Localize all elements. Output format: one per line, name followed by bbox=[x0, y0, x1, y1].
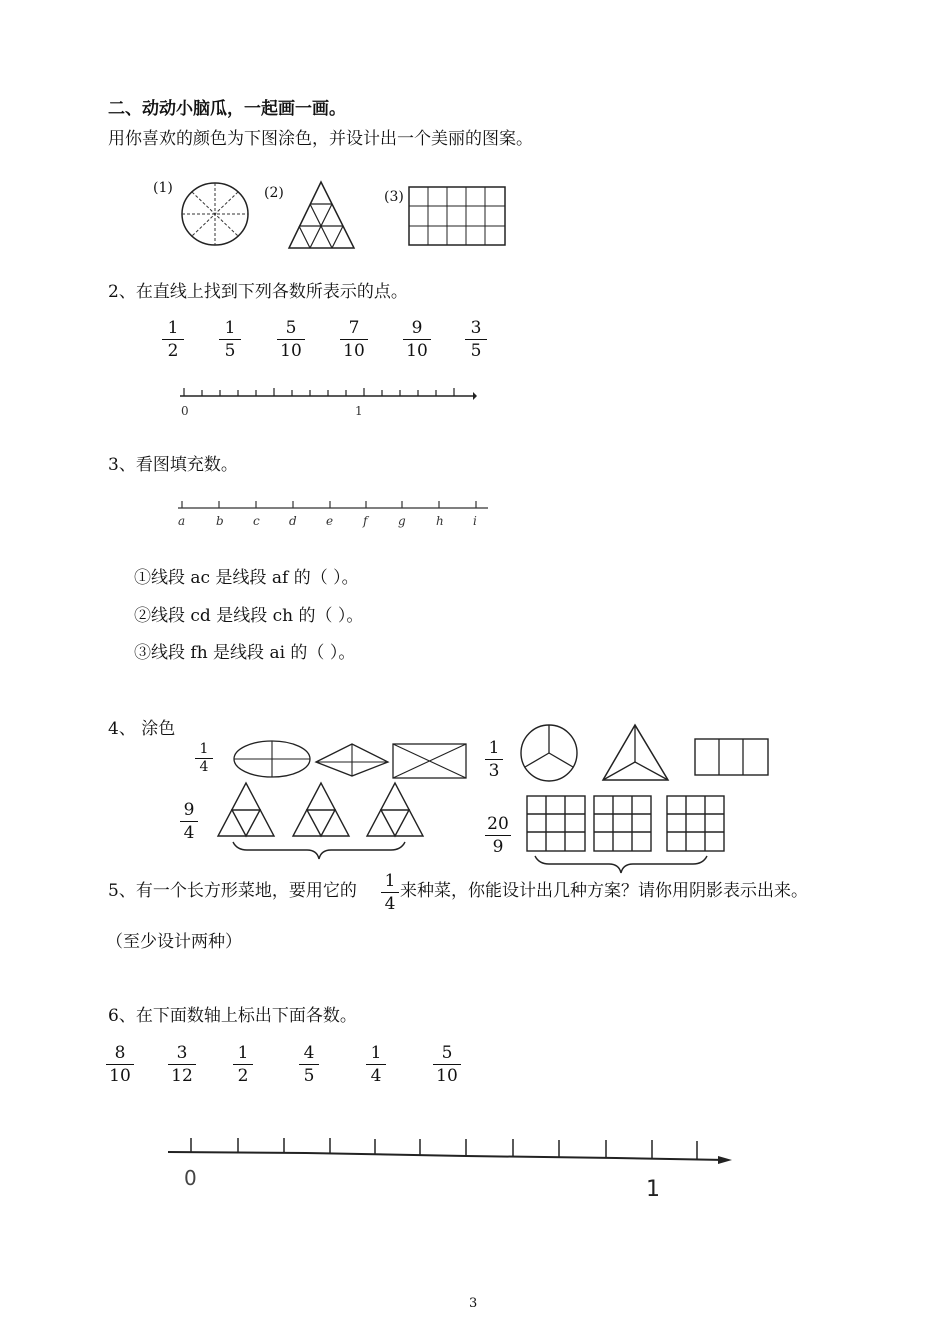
q3-point-label: g bbox=[398, 514, 406, 528]
q6-fraction: 8 10 bbox=[106, 1043, 134, 1086]
q3-point-label: f bbox=[363, 514, 368, 528]
q6-text: 6、在下面数轴上标出下面各数。 bbox=[108, 1006, 357, 1026]
q4-fraction: 20 9 bbox=[485, 814, 511, 857]
q2-text: 2、在直线上找到下列各数所表示的点。 bbox=[108, 282, 408, 302]
figure-label-1: (1) bbox=[153, 180, 173, 196]
q3-item: ①线段 ac 是线段 af 的（ ）。 bbox=[134, 568, 359, 588]
q2-number-line bbox=[178, 382, 478, 404]
q6-fraction: 5 10 bbox=[433, 1043, 461, 1086]
q3-point-label: c bbox=[253, 514, 260, 528]
circle-eighths-figure bbox=[178, 178, 258, 248]
q3-point-label: e bbox=[326, 514, 334, 528]
q2-fraction: 1 2 bbox=[162, 318, 184, 361]
q5-fraction: 1 4 bbox=[381, 871, 399, 914]
q2-fraction: 9 10 bbox=[403, 318, 431, 361]
q4-shapes-row1-right bbox=[518, 722, 778, 784]
q2-axis-label-zero: 0 bbox=[181, 404, 189, 418]
q6-fraction: 4 5 bbox=[299, 1043, 319, 1086]
q3-point-label: a bbox=[178, 514, 186, 528]
q3-point-label: d bbox=[289, 514, 297, 528]
q2-fraction: 7 10 bbox=[340, 318, 368, 361]
q5-text-after: 来种菜，你能设计出几种方案？请你用阴影表示出来。 bbox=[400, 881, 808, 901]
page-number: 3 bbox=[469, 1296, 478, 1311]
q2-axis-label-one: 1 bbox=[355, 404, 363, 418]
q4-shapes-row1-left bbox=[230, 738, 475, 780]
q3-item: ③线段 fh 是线段 ai 的（ ）。 bbox=[134, 643, 356, 663]
q4-fraction: 1 3 bbox=[485, 738, 503, 781]
q3-item: ②线段 cd 是线段 ch 的（ ）。 bbox=[134, 606, 364, 626]
section-instruction: 用你喜欢的颜色为下图涂色，并设计出一个美丽的图案。 bbox=[108, 129, 533, 149]
q4-grid-group bbox=[523, 792, 728, 877]
q4-fraction: 1 4 bbox=[195, 742, 213, 775]
q4-text: 4、 涂色 bbox=[108, 719, 176, 739]
q6-fraction: 3 12 bbox=[168, 1043, 196, 1086]
section-title: 二、动动小脑瓜，一起画一画。 bbox=[108, 99, 346, 119]
q4-triangle-group bbox=[215, 780, 440, 862]
q3-segment-line bbox=[176, 498, 496, 516]
q3-text: 3、看图填充数。 bbox=[108, 455, 238, 475]
q3-point-label: b bbox=[216, 514, 224, 528]
q6-axis-label-one: 1 bbox=[646, 1177, 660, 1202]
q3-point-label: i bbox=[473, 514, 477, 528]
q2-fraction: 5 10 bbox=[277, 318, 305, 361]
q6-fraction: 1 4 bbox=[366, 1043, 386, 1086]
q2-fraction: 1 5 bbox=[219, 318, 241, 361]
figure-label-2: (2) bbox=[264, 185, 284, 201]
rectangle-grid-figure bbox=[408, 186, 508, 250]
triangle-grid-figure bbox=[287, 180, 359, 252]
q3-point-label: h bbox=[436, 514, 444, 528]
figure-label-3: (3) bbox=[384, 189, 404, 205]
q6-number-line bbox=[166, 1132, 738, 1172]
q2-fraction: 3 5 bbox=[465, 318, 487, 361]
q6-fraction: 1 2 bbox=[233, 1043, 253, 1086]
q4-fraction: 9 4 bbox=[180, 800, 198, 843]
q5-note: （至少设计两种） bbox=[106, 932, 242, 952]
q5-text-before: 5、有一个长方形菜地，要用它的 bbox=[108, 881, 357, 901]
q6-axis-label-zero: 0 bbox=[184, 1166, 197, 1190]
